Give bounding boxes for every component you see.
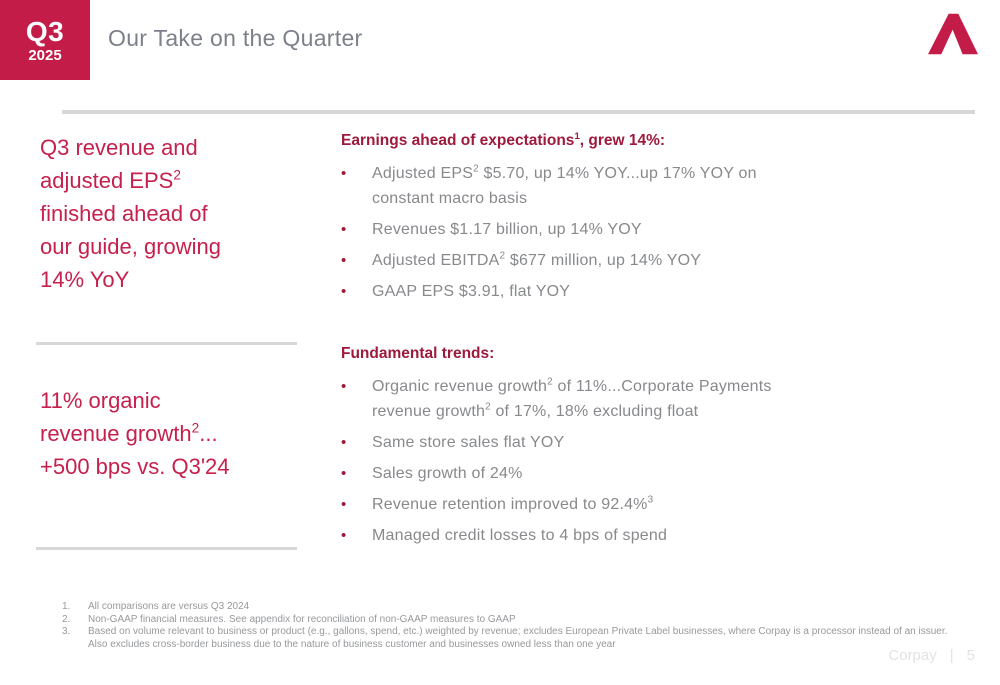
footnote-text: Non-GAAP financial measures. See appendix for reconciliation of non-GAAP measures to GAAP	[88, 613, 516, 625]
takeaway-line: revenue growth$^2$...	[40, 420, 218, 446]
fundamental-trends-section	[341, 343, 871, 548]
footnote-row	[62, 601, 954, 614]
footnote-text: All comparisons are versus Q3 2024	[88, 601, 250, 612]
bullet-text: Organic revenue growth$^2$ of 11%...Corporate Payments revenue growth$^2$ of 17%, 18% excluding float	[372, 376, 772, 420]
bullet-item	[341, 217, 871, 242]
bullet-text: Managed credit losses to 4 bps of spend	[372, 527, 668, 544]
takeaway-line: finished ahead of	[40, 201, 208, 226]
slide-title: Our Take on the Quarter	[108, 25, 363, 51]
bullet-dot-icon: •	[341, 496, 347, 513]
left-column-divider	[36, 342, 297, 345]
bullet-dot-icon: •	[341, 221, 347, 238]
bullet-text: Sales growth of 24%	[372, 465, 523, 482]
page-footer	[888, 647, 975, 664]
bullet-dot-icon: •	[341, 165, 347, 182]
bullet-dot-icon: •	[341, 465, 347, 482]
bullet-text: GAAP EPS $3.91, flat YOY	[372, 283, 571, 300]
bullet-item	[341, 461, 871, 486]
takeaway-line: 14% YoY	[40, 267, 130, 292]
footnote-number: 2.	[62, 613, 71, 625]
bullet-item	[341, 161, 871, 211]
takeaway-block-1	[40, 131, 320, 296]
footer-page-number: 5	[966, 647, 975, 664]
bullet-item	[341, 430, 871, 455]
bullet-text: Revenues $1.17 billion, up 14% YOY	[372, 221, 642, 238]
earnings-bullet-list	[341, 161, 871, 304]
footnote-text: Based on volume relevant to business or product (e.g., gallons, spend, etc.) weighted by revenue; excludes European Private Label businesses, where Corpay is a processor instead of an issuer. Also excludes cross-border business due to the nature of business customer and businesses owned less than one year	[88, 626, 948, 650]
footnote-row	[62, 626, 954, 651]
header-divider	[62, 110, 975, 114]
bullet-item	[341, 492, 871, 517]
footer-separator: |	[949, 647, 954, 664]
fundamental-trends-bullet-list	[341, 374, 871, 548]
corpay-chevron-logo-icon	[928, 13, 978, 55]
bullet-item	[341, 374, 871, 424]
takeaway-line: adjusted EPS$^2$	[40, 167, 181, 193]
bullet-dot-icon: •	[341, 283, 347, 300]
bullet-text: Same store sales flat YOY	[372, 434, 565, 451]
earnings-section-header: Earnings ahead of expectations$^1$, grew 14%:	[341, 130, 666, 149]
badge-quarter-label: Q3	[25, 15, 65, 47]
fundamental-trends-header: Fundamental trends:	[341, 345, 495, 362]
bullet-item	[341, 279, 871, 304]
bullet-item	[341, 248, 871, 273]
takeaway-line: Q3 revenue and	[40, 135, 198, 160]
details-column	[341, 130, 871, 554]
takeaway-line: our guide, growing	[40, 234, 222, 259]
bullet-text: Revenue retention improved to 92.4%$^3$	[372, 494, 654, 513]
bullet-dot-icon: •	[341, 378, 347, 395]
quarter-badge	[0, 0, 90, 80]
bullet-item	[341, 523, 871, 548]
bullet-dot-icon: •	[341, 527, 347, 544]
bullet-dot-icon: •	[341, 252, 347, 269]
earnings-section	[341, 130, 871, 304]
takeaway-block-2	[40, 384, 320, 483]
footer-company-label: Corpay	[888, 647, 937, 664]
footnote-row	[62, 614, 954, 627]
bullet-dot-icon: •	[341, 434, 347, 451]
bullet-text: Adjusted EPS$^2$ $5.70, up 14% YOY...up 17% YOY on constant macro basis	[372, 163, 757, 207]
bullet-text: Adjusted EBITDA$^2$ $677 million, up 14% YOY	[372, 250, 702, 269]
takeaway-line: 11% organic	[40, 388, 161, 413]
footnote-number: 3.	[62, 626, 71, 637]
footnotes	[62, 601, 954, 651]
takeaway-line: +500 bps vs. Q3'24	[40, 454, 230, 479]
left-column-divider	[36, 547, 297, 550]
footnote-number: 1.	[62, 601, 71, 612]
badge-year-label: 2025	[28, 46, 62, 64]
